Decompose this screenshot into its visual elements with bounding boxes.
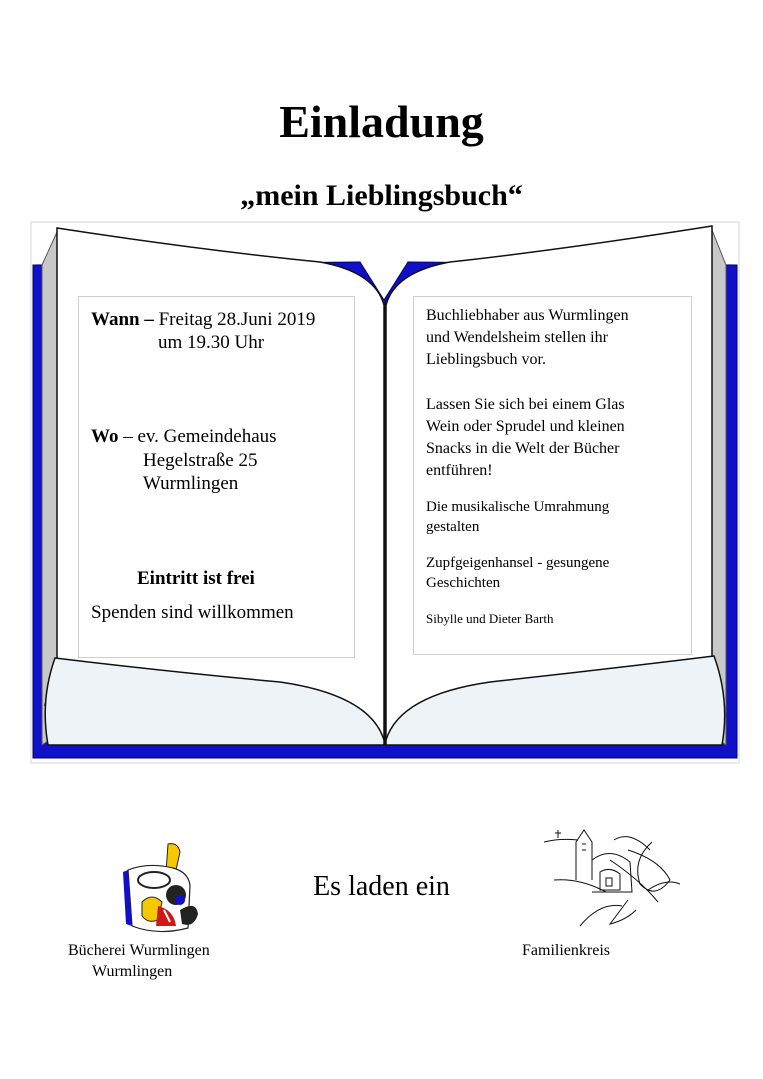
where-town: Wurmlingen — [143, 473, 239, 494]
when-time: um 19.30 Uhr — [158, 332, 265, 353]
invite-line-1: Lassen Sie sich bei einem Glas — [426, 396, 625, 413]
donations-note: Spenden sind willkommen — [91, 602, 294, 623]
invite-line-4: entführen! — [426, 462, 493, 479]
page-title: Einladung — [279, 96, 484, 147]
invite-line-3: Snacks in die Welt der Bücher — [426, 440, 620, 457]
when-date: Freitag 28.Juni 2019 — [158, 309, 316, 330]
intro-line-2: und Wendelsheim stellen ihr — [426, 329, 608, 346]
band-line-1: Zupfgeigenhansel - gesungene — [426, 555, 610, 571]
library-name-line-1: Bücherei Wurmlingen — [68, 942, 210, 959]
left-page-panel — [78, 296, 355, 658]
bookworm-logo-icon — [118, 840, 208, 940]
where-street: Hegelstraße 25 — [143, 450, 258, 471]
family-circle-name: Familienkreis — [522, 942, 610, 959]
church-village-sketch-icon — [540, 820, 685, 945]
page-subtitle: „mein Lieblingsbuch“ — [240, 179, 523, 212]
when-line — [91, 308, 315, 331]
invite-text: Es laden ein — [313, 871, 450, 902]
band-line-2: Geschichten — [426, 575, 501, 591]
intro-line-1: Buchliebhaber aus Wurmlingen — [426, 307, 629, 324]
when-label: Wann — [91, 309, 140, 330]
when-dash: – — [139, 309, 159, 330]
entry-free: Eintritt ist frei — [137, 568, 255, 589]
performers: Sibylle und Dieter Barth — [426, 611, 554, 626]
where-place: ev. Gemeindehaus — [137, 426, 277, 447]
intro-line-3: Lieblingsbuch vor. — [426, 351, 546, 368]
where-label: Wo — [91, 426, 119, 447]
where-dash: – — [118, 426, 138, 447]
where-line — [91, 425, 277, 448]
invite-line-2: Wein oder Sprudel und kleinen — [426, 418, 625, 435]
music-line-2: gestalten — [426, 519, 480, 535]
right-page-panel — [413, 296, 692, 655]
library-name-line-2: Wurmlingen — [92, 963, 173, 980]
music-line-1: Die musikalische Umrahmung — [426, 499, 610, 515]
